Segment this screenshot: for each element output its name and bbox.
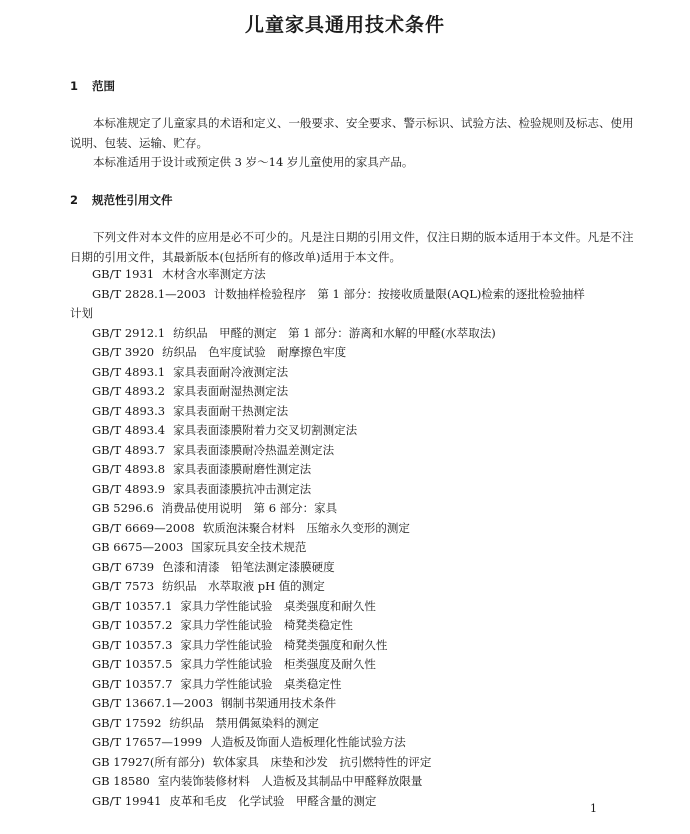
reference-code: GB/T 17592 (92, 715, 162, 730)
reference-code: GB/T 7573 (92, 579, 155, 593)
reference-code: GB 17927(所有部分) (92, 754, 205, 769)
reference-title: 纺织品 甲醛的测定 第 1 部分：游离和水解的甲醛(水萃取法) (173, 325, 496, 340)
reference-title: 家具力学性能试验 桌类强度和耐久性 (180, 598, 376, 613)
reference-item (70, 441, 640, 461)
reference-item (70, 694, 640, 714)
section-2-heading (70, 192, 173, 208)
reference-code: GB/T 13667.1—2003 (92, 696, 214, 710)
reference-code: GB/T 4893.4 (92, 423, 166, 437)
section-2-number: 2 (70, 193, 79, 207)
reference-code: GB/T 19941 (92, 793, 162, 808)
reference-item (70, 499, 640, 519)
reference-item (70, 519, 640, 539)
reference-title: 钢制书架通用技术条件 (221, 696, 337, 710)
reference-item (70, 792, 640, 812)
scope-paragraph-1: 本标准规定了儿童家具的术语和定义、一般要求、安全要求、警示标识、试验方法、检验规则及标志、使用说明、包装、运输、贮存。 (70, 116, 634, 150)
reference-item (70, 733, 640, 753)
reference-item (70, 324, 640, 344)
reference-code: GB/T 4893.7 (92, 442, 166, 457)
page-number: 1 (590, 802, 597, 815)
reference-item (70, 597, 640, 617)
reference-code: GB/T 6669—2008 (92, 520, 195, 535)
reference-title: 人造板及饰面人造板理化性能试验方法 (210, 735, 406, 749)
reference-title: 色漆和清漆 铅笔法测定漆膜硬度 (162, 559, 335, 574)
reference-title: 软体家具 床垫和沙发 抗引燃特性的评定 (212, 754, 432, 769)
reference-title-continuation: 计划 (70, 306, 93, 320)
reference-item (70, 772, 640, 792)
section-1-heading (70, 78, 115, 94)
reference-title: 家具表面耐冷液测定法 (173, 364, 289, 379)
reference-code: GB/T 10357.1 (92, 598, 173, 613)
reference-item (70, 265, 640, 285)
reference-item (70, 636, 640, 656)
section-1-title: 范围 (92, 79, 116, 93)
reference-code: GB/T 2828.1—2003 (92, 286, 206, 301)
reference-title: 消费品使用说明 第 6 部分：家具 (161, 501, 338, 515)
section-1-number: 1 (70, 79, 79, 93)
reference-title: 纺织品 禁用偶氮染料的测定 (169, 715, 319, 730)
scope-paragraph-2: 本标准适用于设计或预定供 3 岁～14 岁儿童使用的家具产品。 (93, 155, 414, 169)
reference-code: GB/T 10357.7 (92, 676, 173, 691)
reference-title: 家具表面漆膜附着力交叉切割测定法 (173, 423, 358, 437)
reference-code: GB/T 10357.3 (92, 637, 173, 652)
reference-item (70, 363, 640, 383)
normative-intro (70, 228, 640, 267)
reference-title: 家具表面漆膜耐冷热温差测定法 (173, 442, 335, 457)
reference-title: 软质泡沫聚合材料 压缩永久变形的测定 (202, 520, 410, 535)
reference-title: 家具表面漆膜耐磨性测定法 (173, 462, 312, 476)
section-2-title: 规范性引用文件 (92, 193, 173, 207)
reference-code: GB/T 10357.5 (92, 657, 173, 671)
reference-item (70, 343, 640, 363)
reference-title: 纺织品 色牢度试验 耐摩擦色牢度 (162, 345, 347, 359)
scope-paragraphs (70, 114, 640, 173)
reference-title: 家具表面耐湿热测定法 (173, 384, 289, 398)
reference-code: GB/T 17657—1999 (92, 735, 203, 749)
reference-item (70, 675, 640, 695)
reference-code: GB/T 4893.2 (92, 384, 166, 398)
reference-item (70, 480, 640, 500)
reference-item (70, 460, 640, 480)
reference-title: 皮革和毛皮 化学试验 甲醛含量的测定 (169, 793, 377, 808)
reference-code: GB/T 4893.9 (92, 481, 166, 496)
reference-item (70, 538, 640, 558)
reference-item (70, 655, 640, 675)
reference-title: 家具表面耐干热测定法 (173, 403, 289, 418)
document-title: 儿童家具通用技术条件 (244, 14, 445, 36)
reference-title: 室内装饰装修材料 人造板及其制品中甲醛释放限量 (157, 774, 423, 788)
reference-item (70, 382, 640, 402)
reference-code: GB 5296.6 (92, 501, 154, 515)
reference-title: 家具力学性能试验 桌类稳定性 (180, 676, 342, 691)
reference-title: 家具力学性能试验 椅凳类强度和耐久性 (180, 637, 388, 652)
reference-item (70, 558, 640, 578)
reference-title: 家具力学性能试验 椅凳类稳定性 (180, 618, 353, 632)
reference-title: 木材含水率测定方法 (162, 267, 266, 281)
reference-title: 家具力学性能试验 柜类强度及耐久性 (180, 657, 376, 671)
reference-code: GB/T 6739 (92, 559, 155, 574)
reference-item (70, 402, 640, 422)
reference-code: GB/T 2912.1 (92, 325, 166, 340)
reference-title: 纺织品 水萃取液 pH 值的测定 (162, 579, 325, 593)
reference-title: 国家玩具安全技术规范 (191, 540, 307, 554)
reference-item (70, 616, 640, 636)
reference-item (70, 577, 640, 597)
reference-item (70, 421, 640, 441)
reference-code: GB/T 4893.8 (92, 462, 166, 476)
reference-code: GB/T 10357.2 (92, 618, 173, 632)
reference-code: GB/T 3920 (92, 345, 155, 359)
reference-item (70, 285, 640, 324)
reference-code: GB 6675—2003 (92, 540, 184, 554)
reference-code: GB 18580 (92, 774, 150, 788)
reference-code: GB/T 1931 (92, 267, 155, 281)
reference-title: 家具表面漆膜抗冲击测定法 (173, 481, 312, 496)
reference-item (70, 714, 640, 734)
reference-item (70, 753, 640, 773)
reference-code: GB/T 4893.1 (92, 364, 166, 379)
reference-code: GB/T 4893.3 (92, 403, 166, 418)
normative-intro-text: 下列文件对本文件的应用是必不可少的。凡是注日期的引用文件，仅注日期的版本适用于本文件。凡是不注日期的引用文件，其最新版本(包括所有的修改单)适用于本文件。 (70, 230, 634, 264)
reference-title: 计数抽样检验程序 第 1 部分：按接收质量限(AQL)检索的逐批检验抽样 (213, 286, 585, 301)
reference-list (70, 265, 640, 811)
